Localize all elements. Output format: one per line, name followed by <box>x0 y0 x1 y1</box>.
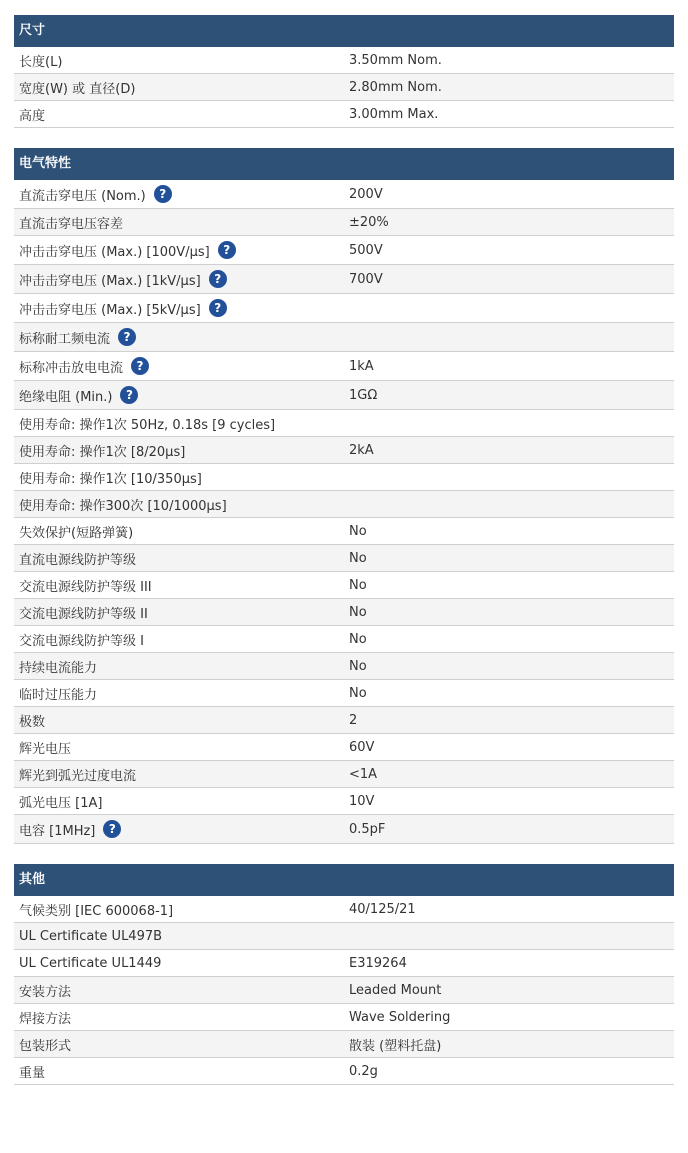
row-label: 直流电源线防护等级 <box>19 552 137 568</box>
row-label: 交流电源线防护等级 I <box>19 633 144 649</box>
section-header: 尺寸 <box>14 15 674 47</box>
row-label: 包装形式 <box>19 1038 72 1054</box>
table-row <box>14 437 674 464</box>
row-value: 1GΩ <box>349 387 378 403</box>
question-mark-icon[interactable]: ? <box>154 185 172 203</box>
table-row <box>14 896 674 923</box>
question-mark-icon[interactable]: ? <box>131 357 149 375</box>
section-header: 其他 <box>14 864 674 896</box>
table-row <box>14 74 674 101</box>
row-label: 直流击穿电压 (Nom.) <box>19 188 146 204</box>
row-label: 使用寿命: 操作1次 50Hz, 0.18s [9 cycles] <box>19 417 276 433</box>
row-value: No <box>349 523 367 539</box>
table-row <box>14 680 674 707</box>
table-row <box>14 323 674 352</box>
row-label: 使用寿命: 操作1次 [8/20µs] <box>19 444 186 460</box>
row-label-cell <box>14 792 344 811</box>
row-value: No <box>349 658 367 674</box>
row-label: 直流击穿电压容差 <box>19 216 124 232</box>
row-value: Wave Soldering <box>349 1009 451 1025</box>
row-label-cell <box>14 981 344 1000</box>
table-row <box>14 977 674 1004</box>
row-label: 使用寿命: 操作1次 [10/350µs] <box>19 471 202 487</box>
row-label: 重量 <box>19 1065 46 1081</box>
table-row <box>14 626 674 653</box>
row-value: 200V <box>349 186 383 202</box>
row-label-cell <box>14 241 344 260</box>
row-value: 700V <box>349 271 383 287</box>
question-mark-icon[interactable]: ? <box>209 299 227 317</box>
table-row <box>14 47 674 74</box>
row-label-cell <box>14 576 344 595</box>
row-label-cell <box>14 765 344 784</box>
row-label-cell <box>14 549 344 568</box>
row-label-cell <box>14 468 344 487</box>
row-label: 宽度(W) 或 直径(D) <box>19 81 136 97</box>
row-label: 失效保护(短路弹簧) <box>19 525 134 541</box>
row-value: 3.50mm Nom. <box>349 52 442 68</box>
question-mark-icon[interactable]: ? <box>103 820 121 838</box>
row-label-cell <box>14 213 344 232</box>
row-value: ±20% <box>349 214 389 230</box>
table-row <box>14 815 674 844</box>
table-row <box>14 1058 674 1085</box>
row-label-cell <box>14 1035 344 1054</box>
spec-section <box>14 15 674 128</box>
row-label: UL Certificate UL497B <box>19 928 163 944</box>
row-label: 持续电流能力 <box>19 660 98 676</box>
spec-section <box>14 864 674 1085</box>
table-row <box>14 294 674 323</box>
table-row <box>14 464 674 491</box>
row-label: 辉光电压 <box>19 741 72 757</box>
row-label: 冲击击穿电压 (Max.) [5kV/µs] <box>19 302 201 318</box>
row-label: UL Certificate UL1449 <box>19 955 162 971</box>
section-header: 电气特性 <box>14 148 674 180</box>
table-row <box>14 180 674 209</box>
row-value: 500V <box>349 242 383 258</box>
table-row <box>14 352 674 381</box>
table-row <box>14 788 674 815</box>
row-label-cell <box>14 603 344 622</box>
row-value: Leaded Mount <box>349 982 442 998</box>
row-value: 10V <box>349 793 375 809</box>
row-value: <1A <box>349 766 378 782</box>
row-label: 冲击击穿电压 (Max.) [1kV/µs] <box>19 273 201 289</box>
row-value: E319264 <box>349 955 407 971</box>
question-mark-icon[interactable]: ? <box>218 241 236 259</box>
row-label-cell <box>14 414 344 433</box>
row-label: 冲击击穿电压 (Max.) [100V/µs] <box>19 244 210 260</box>
row-label-cell <box>14 820 344 839</box>
row-label-cell <box>14 328 344 347</box>
table-row <box>14 518 674 545</box>
question-mark-icon[interactable]: ? <box>118 328 136 346</box>
row-label-cell <box>14 386 344 405</box>
row-label-cell <box>14 78 344 97</box>
row-value: 40/125/21 <box>349 901 416 917</box>
table-row <box>14 265 674 294</box>
row-label-cell <box>14 1062 344 1081</box>
row-label-cell <box>14 630 344 649</box>
row-value: 2.80mm Nom. <box>349 79 442 95</box>
row-value: No <box>349 577 367 593</box>
table-row <box>14 236 674 265</box>
row-label: 标称耐工频电流 <box>19 331 111 347</box>
row-label: 弧光电压 [1A] <box>19 795 103 811</box>
row-label-cell <box>14 51 344 70</box>
table-row <box>14 1031 674 1058</box>
table-row <box>14 707 674 734</box>
row-label-cell <box>14 522 344 541</box>
row-label: 气候类别 [IEC 600068-1] <box>19 903 174 919</box>
row-label: 临时过压能力 <box>19 687 98 703</box>
question-mark-icon[interactable]: ? <box>120 386 138 404</box>
row-label: 长度(L) <box>19 54 63 70</box>
row-label-cell <box>14 684 344 703</box>
table-row <box>14 381 674 410</box>
table-row <box>14 572 674 599</box>
row-value: No <box>349 685 367 701</box>
row-value: 2 <box>349 712 358 728</box>
table-row <box>14 599 674 626</box>
row-label: 极数 <box>19 714 46 730</box>
row-value: 3.00mm Max. <box>349 106 439 122</box>
row-label: 电容 [1MHz] <box>19 823 96 839</box>
spec-section <box>14 148 674 844</box>
row-label: 使用寿命: 操作300次 [10/1000µs] <box>19 498 227 514</box>
table-row <box>14 950 674 977</box>
table-row <box>14 491 674 518</box>
row-label: 辉光到弧光过度电流 <box>19 768 137 784</box>
row-label: 标称冲击放电电流 <box>19 360 124 376</box>
row-value: No <box>349 550 367 566</box>
table-row <box>14 734 674 761</box>
row-label: 焊接方法 <box>19 1011 72 1027</box>
row-label: 高度 <box>19 108 46 124</box>
row-label-cell <box>14 105 344 124</box>
row-label: 安装方法 <box>19 984 72 1000</box>
row-label-cell <box>14 929 344 944</box>
row-value: 0.2g <box>349 1063 378 1079</box>
row-label-cell <box>14 495 344 514</box>
table-row <box>14 101 674 128</box>
row-label-cell <box>14 900 344 919</box>
table-row <box>14 410 674 437</box>
spec-table <box>14 15 674 1105</box>
row-value: No <box>349 631 367 647</box>
row-label: 交流电源线防护等级 III <box>19 579 152 595</box>
row-label-cell <box>14 657 344 676</box>
row-label-cell <box>14 711 344 730</box>
row-label-cell <box>14 738 344 757</box>
row-value: 2kA <box>349 442 374 458</box>
row-value: No <box>349 604 367 620</box>
table-row <box>14 545 674 572</box>
row-value: 1kA <box>349 358 374 374</box>
table-row <box>14 761 674 788</box>
row-value: 散装 (塑料托盘) <box>349 1038 442 1054</box>
row-label: 交流电源线防护等级 II <box>19 606 148 622</box>
row-label-cell <box>14 270 344 289</box>
question-mark-icon[interactable]: ? <box>209 270 227 288</box>
table-row <box>14 209 674 236</box>
row-label-cell <box>14 357 344 376</box>
row-label-cell <box>14 1008 344 1027</box>
table-row <box>14 923 674 950</box>
row-label-cell <box>14 185 344 204</box>
row-label-cell <box>14 956 344 971</box>
table-row <box>14 653 674 680</box>
table-row <box>14 1004 674 1031</box>
row-label-cell <box>14 299 344 318</box>
row-label: 绝缘电阻 (Min.) <box>19 389 113 405</box>
row-label-cell <box>14 441 344 460</box>
row-value: 60V <box>349 739 375 755</box>
row-value: 0.5pF <box>349 821 386 837</box>
